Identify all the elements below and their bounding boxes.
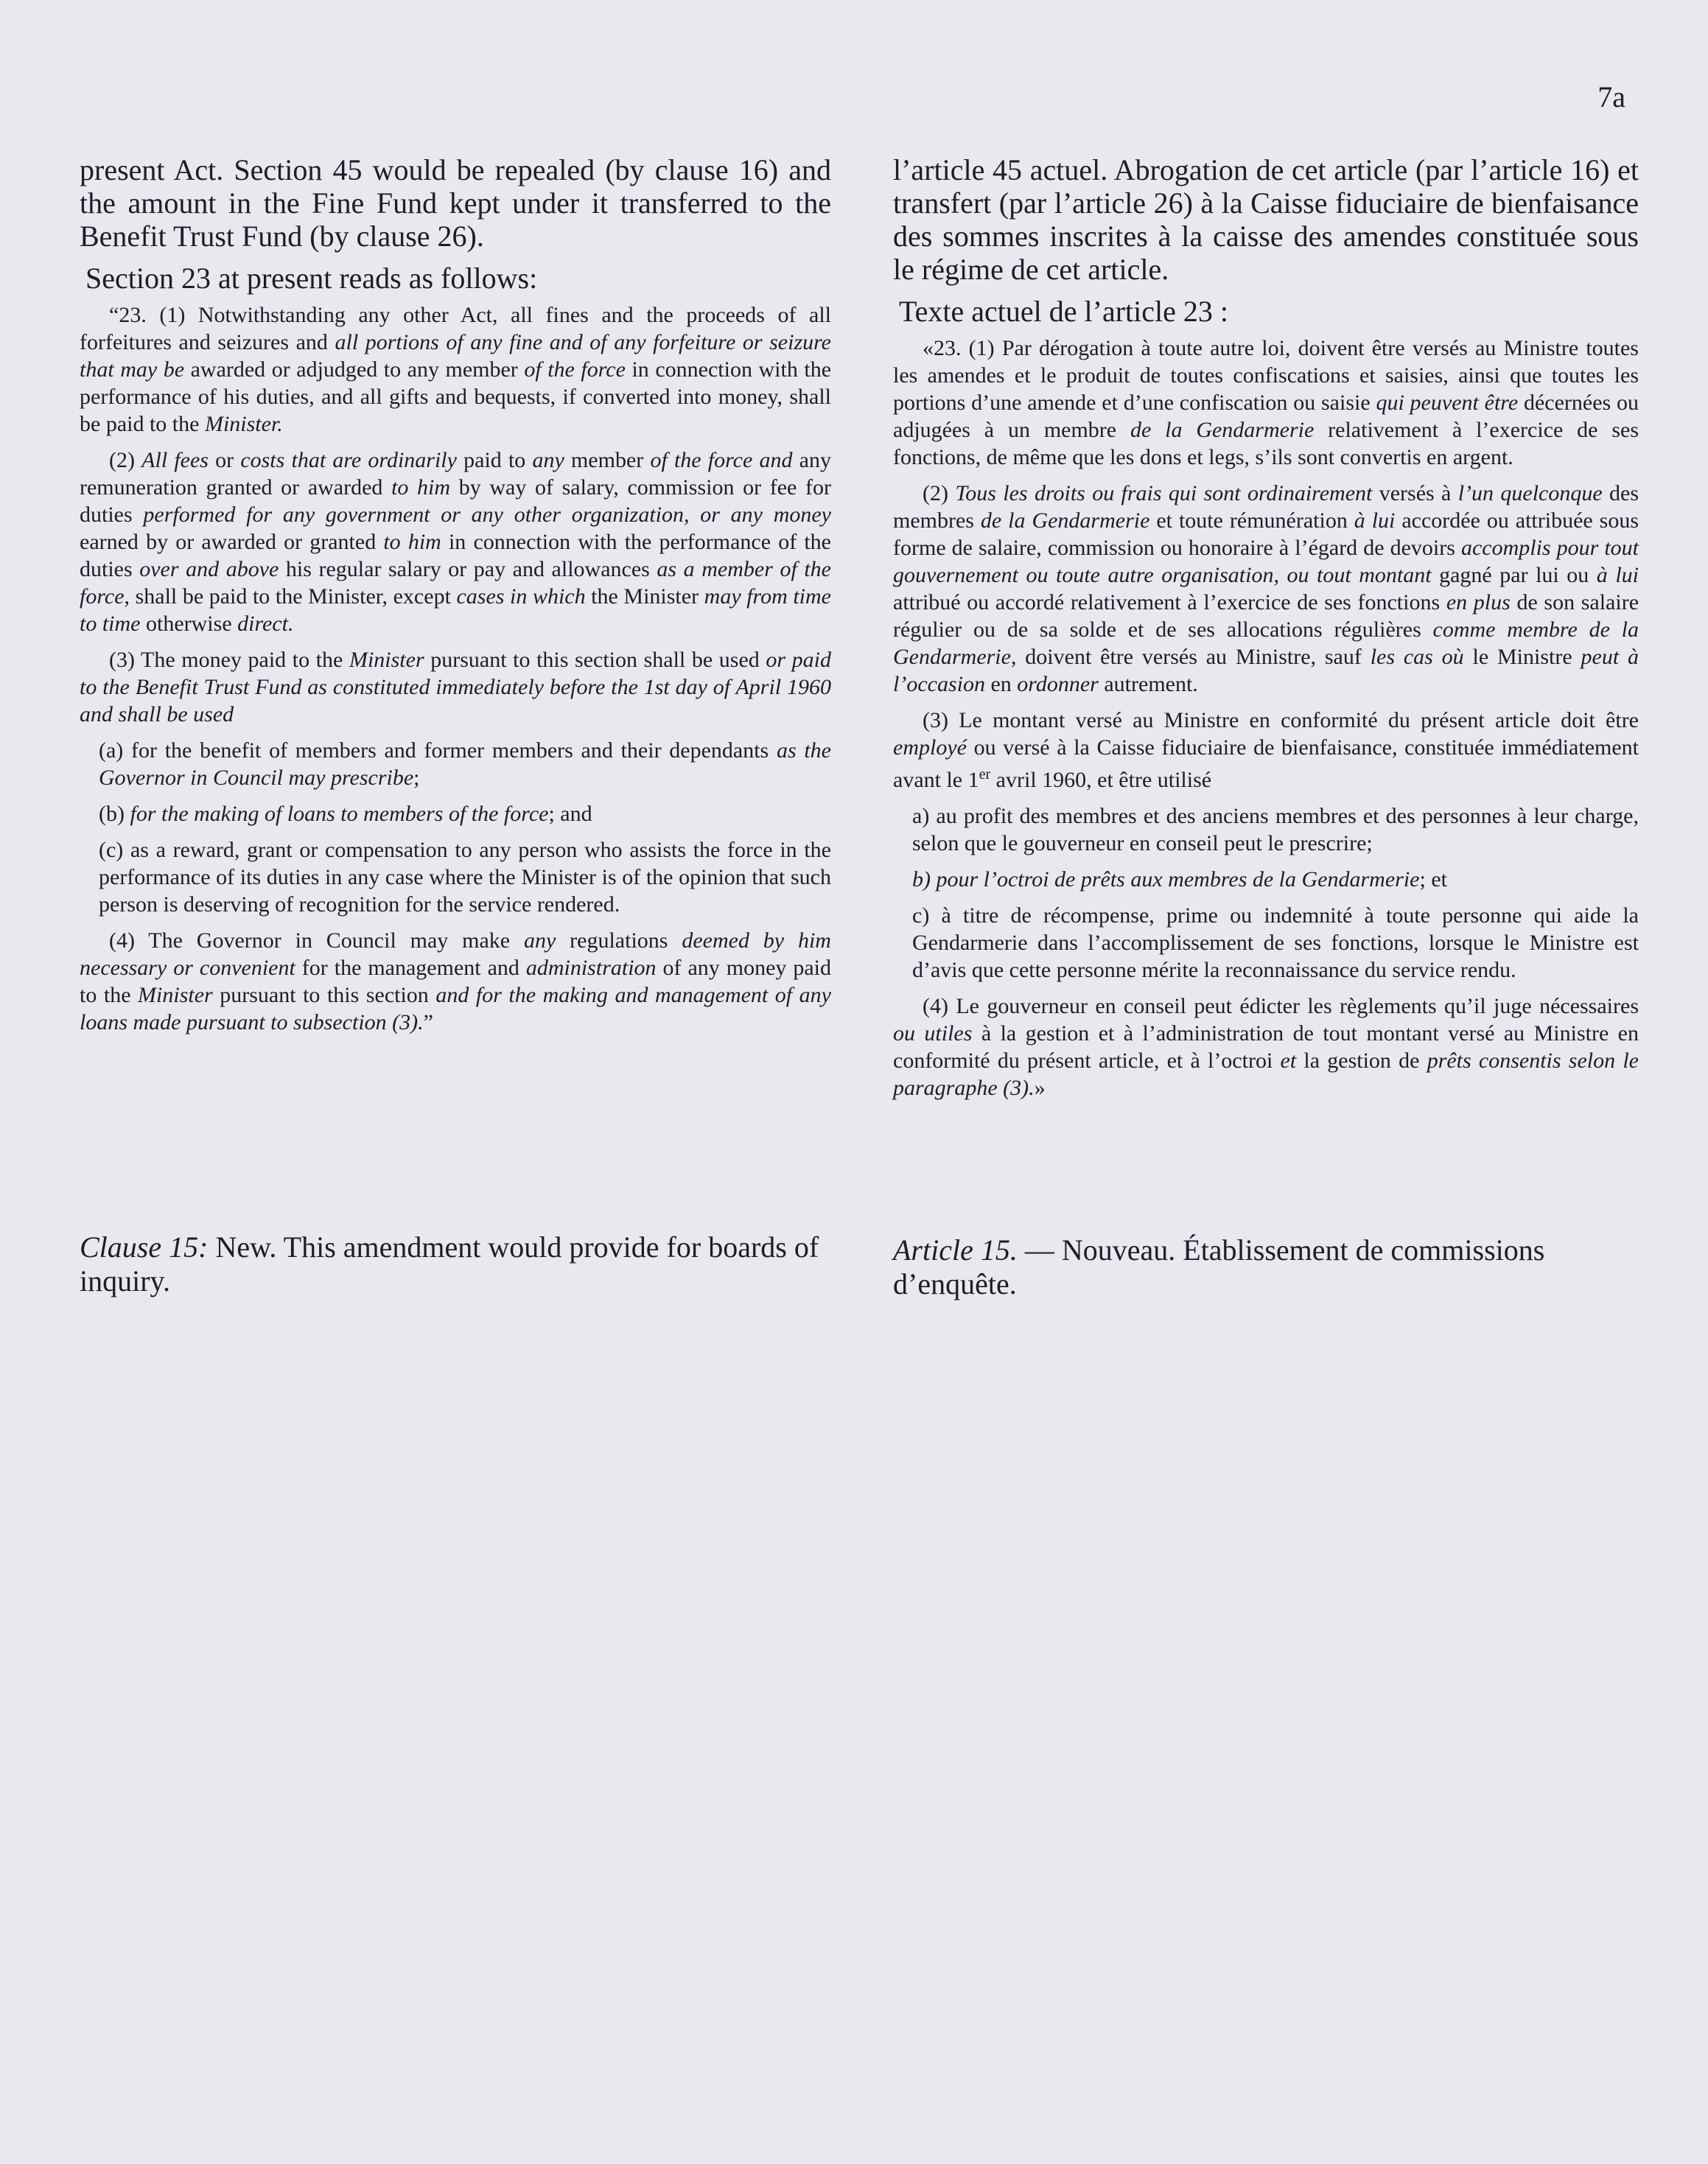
english-subsection-1: “23. (1) Notwithstanding any other Act, all fines and the proceeds of all forfeitures and seizures and all portions of any fine and of any forfeiture or seizure that may be awarded or adjudged to any member of the force in connection with the performance of his duties, and all gifts and bequests, if converted into money, shall be paid to the Minister. [80, 303, 832, 436]
french-subsection-3: (3) Le montant versé au Ministre en conformité du présent article doit être employé ou versé à la Caisse fiduciaire de bienfaisance, constituée immédiatement avant le 1er avril 1960, et être utilisé [893, 708, 1639, 792]
english-quoted-section [80, 301, 831, 1036]
english-paragraph-b: (b) for the making of loans to members of the force; and [99, 802, 592, 826]
clause-15-label: Clause 15: [80, 1230, 209, 1264]
english-subsection-2: (2) All fees or costs that are ordinarily paid to any member of the force and any remuneration granted or awarded to him by way of salary, commission or fee for duties performed for any government or any other organization, or any money earned by or awarded or granted to him in connection with the performance of the duties over and above his regular salary or pay and allowances as a member of the force, shall be paid to the Minister, except cases in which the Minister may from time to time otherwise direct. [80, 448, 831, 636]
english-subsection-4: (4) The Governor in Council may make any regulations deemed by him necessary or convenient for the management and administration of any money paid to the Minister pursuant to this section and for the making and management of any loans made pursuant to subsection (3).” [80, 928, 831, 1034]
english-paragraph-a: (a) for the benefit of members and former members and their dependants as the Governor in Council may prescribe; [99, 738, 831, 790]
french-heading: Texte actuel de l’article 23 : [899, 295, 1228, 328]
french-subsection-2: (2) Tous les droits ou frais qui sont ordinairement versés à l’un quelconque des membres de la Gendarmerie et toute rémunération à lui accordée ou attribuée sous forme de salaire, commission ou honoraire à l’égard de devoirs accomplis pour tout gouvernement ou toute autre organisation, ou tout montant gagné par lui ou à lui attribué ou accordé relativement à l’exercice de ses fonctions en plus de son salaire régulier ou de sa solde et de ses allocations régulières comme membre de la Gendarmerie, doivent être versés au Ministre, sauf les cas où le Ministre peut à l’occasion en ordonner autrement. [893, 481, 1639, 696]
english-paragraph-c: (c) as a reward, grant or compensation to any person who assists the force in the performance of its duties in any case where the Minister is of the opinion that such person is deserving of recognition for the service rendered. [99, 838, 831, 917]
french-subsection-4: (4) Le gouverneur en conseil peut édicter les règlements qu’il juge nécessaires ou utiles à la gestion et à l’administration de tout montant versé au Ministre en conformité du présent article, et à l’octroi et la gestion de prêts consentis selon le paragraphe (3).» [893, 994, 1639, 1100]
french-column [893, 153, 1639, 1110]
english-heading: Section 23 at present reads as follows: [85, 262, 538, 295]
english-subsection-3: (3) The money paid to the Minister pursuant to this section shall be used or paid to the Benefit Trust Fund as constituted immediately before the 1st day of April 1960 and shall be used [80, 648, 832, 726]
french-subsection-1: «23. (1) Par dérogation à toute autre loi, doivent être versés au Ministre toutes les amendes et le produit de toutes confiscations et saisies, ainsi que toutes les portions d’une amende et d’une confiscation ou saisie qui peuvent être décernées ou adjugées à un membre de la Gendarmerie relativement à l’exercice de ses fonctions, de même que les dons et legs, s’ils sont convertis en argent. [893, 336, 1639, 469]
french-article-15: Article 15. — Nouveau. Établissement de commissions d’enquête. [893, 1233, 1545, 1300]
english-clause-15: Clause 15: New. This amendment would provide for boards of inquiry. [80, 1230, 819, 1298]
page-number: 7a [1597, 80, 1625, 113]
french-quoted-section [893, 335, 1639, 1102]
english-column [80, 153, 831, 1045]
french-paragraph-a: a) au profit des membres et des anciens membres et des personnes à leur charge, selon que le gouverneur en conseil peut le prescrire; [912, 804, 1639, 855]
english-intro: present Act. Section 45 would be repealed (by clause 16) and the amount in the Fine Fund kept under it transferred to the Benefit Trust Fund (by clause 26). [80, 153, 831, 253]
french-paragraph-b: b) pour l’octroi de prêts aux membres de la Gendarmerie; et [912, 867, 1447, 892]
french-intro: l’article 45 actuel. Abrogation de cet article (par l’article 16) et transfert (par l’article 26) à la Caisse fiduciaire de bienfaisance des sommes inscrites à la caisse des amendes constituée sous le régime de cet article. [893, 153, 1639, 286]
article-15-label: Article 15. [893, 1233, 1018, 1267]
french-paragraph-c: c) à titre de récompense, prime ou indemnité à toute personne qui aide la Gendarmerie dans l’accomplissement de ses fonctions, lorsque le Ministre est d’avis que cette personne mérite la reconnaissance du service rendu. [912, 903, 1639, 982]
